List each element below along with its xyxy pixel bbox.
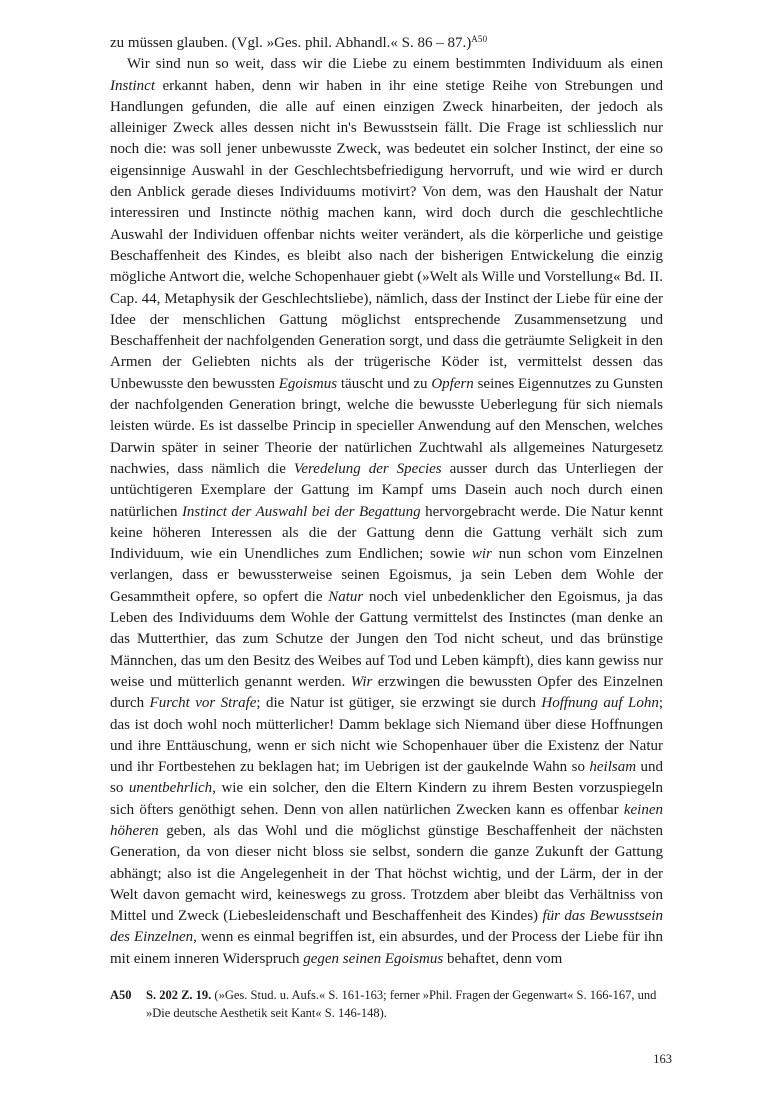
paragraph: Wir sind nun so weit, dass wir die Liebe zu einem bestimmten Individuum als einen Instinct erkannt haben, denn wir haben in ihr eine stetige Reihe von Strebungen und Handlungen gefunden, die alle auf einen einzigen Zweck hinarbeiten, der jedoch als alleiniger Zweck alles dessen nicht in's Bewusstsein fällt. Die Frage ist schliesslich nur noch die: was soll jener unbewusste Zweck, was bedeutet ein solcher Instinct, der eine so eigensinnige Auswahl in der Geschlechtsbefriedigung hervorruft, und wie wird er durch den Anblick gerade dieses Individuums motivirt? Von dem, was den Haushalt der Natur interessiren und Instincte nöthig machen kann, wird doch durch die geschlechtliche Auswahl der Individuen offenbar nichts weiter verändert, als die körperliche und geistige Beschaffenheit des Kindes, es bleibt also nach der bisherigen Entwickelung die einzig mögliche Antwort die, welche Schopenhauer giebt (»Welt als Wille und Vorstellung« Bd. II. Cap. 44, Metaphysik der Geschlechtsliebe), nämlich, dass der Instinct der Liebe für eine der Idee der menschlichen Gattung möglichst entsprechende Zusammensetzung und Beschaffenheit der nachfolgenden Generation sorgt, und dass die geträumte Seligkeit in den Armen der Geliebten nichts als der trügerische Köder ist, vermittelst dessen das Unbewusste den bewussten Egoismus täuscht und zu Opfern seines Eigennutzes zu Gunsten der nachfolgenden Generation bringt, welche die bewusste Ueberlegung für sich niemals leisten würde. Es ist dasselbe Princip in specieller Anwendung auf den Menschen, welches Darwin später in seiner Theorie der natürlichen Zuchtwahl als allgemeines Naturgesetz nachwies, dass nämlich die Veredelung der Species ausser durch das Unterliegen der untüchtigeren Exemplare der Gattung im Kampf ums Dasein auch noch durch einen natürlichen Instinct der Auswahl bei der Begattung hervorgebracht werde. Die Natur kennt keine höheren Interessen als die der Gattung denn die Gattung verhält sich zum Individuum, wie ein Unendliches zum Endlichen; sowie wir nun schon vom Einzelnen verlangen, dass er bewussterweise seinen Egoismus, ja sein Leben dem Wohle der Gesammtheit opfere, so opfert die Natur noch viel unbedenklicher den Egoismus, ja das Leben des Individuums dem Wohle der Gattung vermittelst des Instinctes (man denke an das Mutterthier, das zum Schutze der Jungen den Tod nicht scheut, und das brünstige Männchen, das um den Besitz des Weibes auf Tod und Leben kämpft), dies kann gewiss nur weise und mütterlich genannt werden. Wir erzwingen die bewussten Opfer des Einzelnen durch Furcht vor Strafe; die Natur ist gütiger, sie erzwingt sie durch Hoffnung auf Lohn; das ist doch wohl noch mütterlicher! Damm beklage sich Niemand über diese Hoffnungen und ihre Enttäuschung, wenn er sich nicht wie Schopenhauer über die Existenz der Natur und ihr Fortbestehen zu beklagen hat; im Uebrigen ist der gaukelnde Wahn so heilsam und so unentbehrlich, wie ein solcher, den die Eltern Kindern zu ihrem Besten vorzuspiegeln sich öfters genöthigt sehen. Denn von allen natürlichen Zwecken kann es offenbar keinen höheren geben, als das Wohl und die möglichst günstige Beschaffenheit der nächsten Generation, da von dieser nicht bloss sie selbst, sondern die ganze Zukunft der Gattung abhängt; also ist die Angelegenheit in der That höchst wichtig, und der Lärm, der in der Welt davon gemacht wird, keineswegs zu gross. Trotzdem aber bleibt das Verhältniss von Mittel und Zweck (Liebesleidenschaft und Beschaffenheit des Kindes) für das Bewusstsein des Einzelnen, wenn es einmal begriffen ist, ein absurdes, und der Process der Liebe für ihn mit einem inneren Widerspruch gegen seinen Egoismus behaftet, denn vom	[110, 56, 663, 967]
text-block	[110, 33, 663, 970]
paragraph: zu müssen glauben. (Vgl. »Ges. phil. Abhandl.« S. 86 – 87.)$^{A50}$	[110, 34, 488, 51]
footnote-marker: A50	[110, 988, 132, 1002]
page-number: 163	[653, 1052, 672, 1066]
footnote-text: S. 202 Z. 19. (»Ges. Stud. u. Aufs.« S. 161-163; ferner »Phil. Fragen der Gegenwart« S. 166-167, und »Die deutsche Aesthetik seit Kant« S. 146-148).	[146, 988, 657, 1020]
footnote	[110, 987, 666, 1022]
